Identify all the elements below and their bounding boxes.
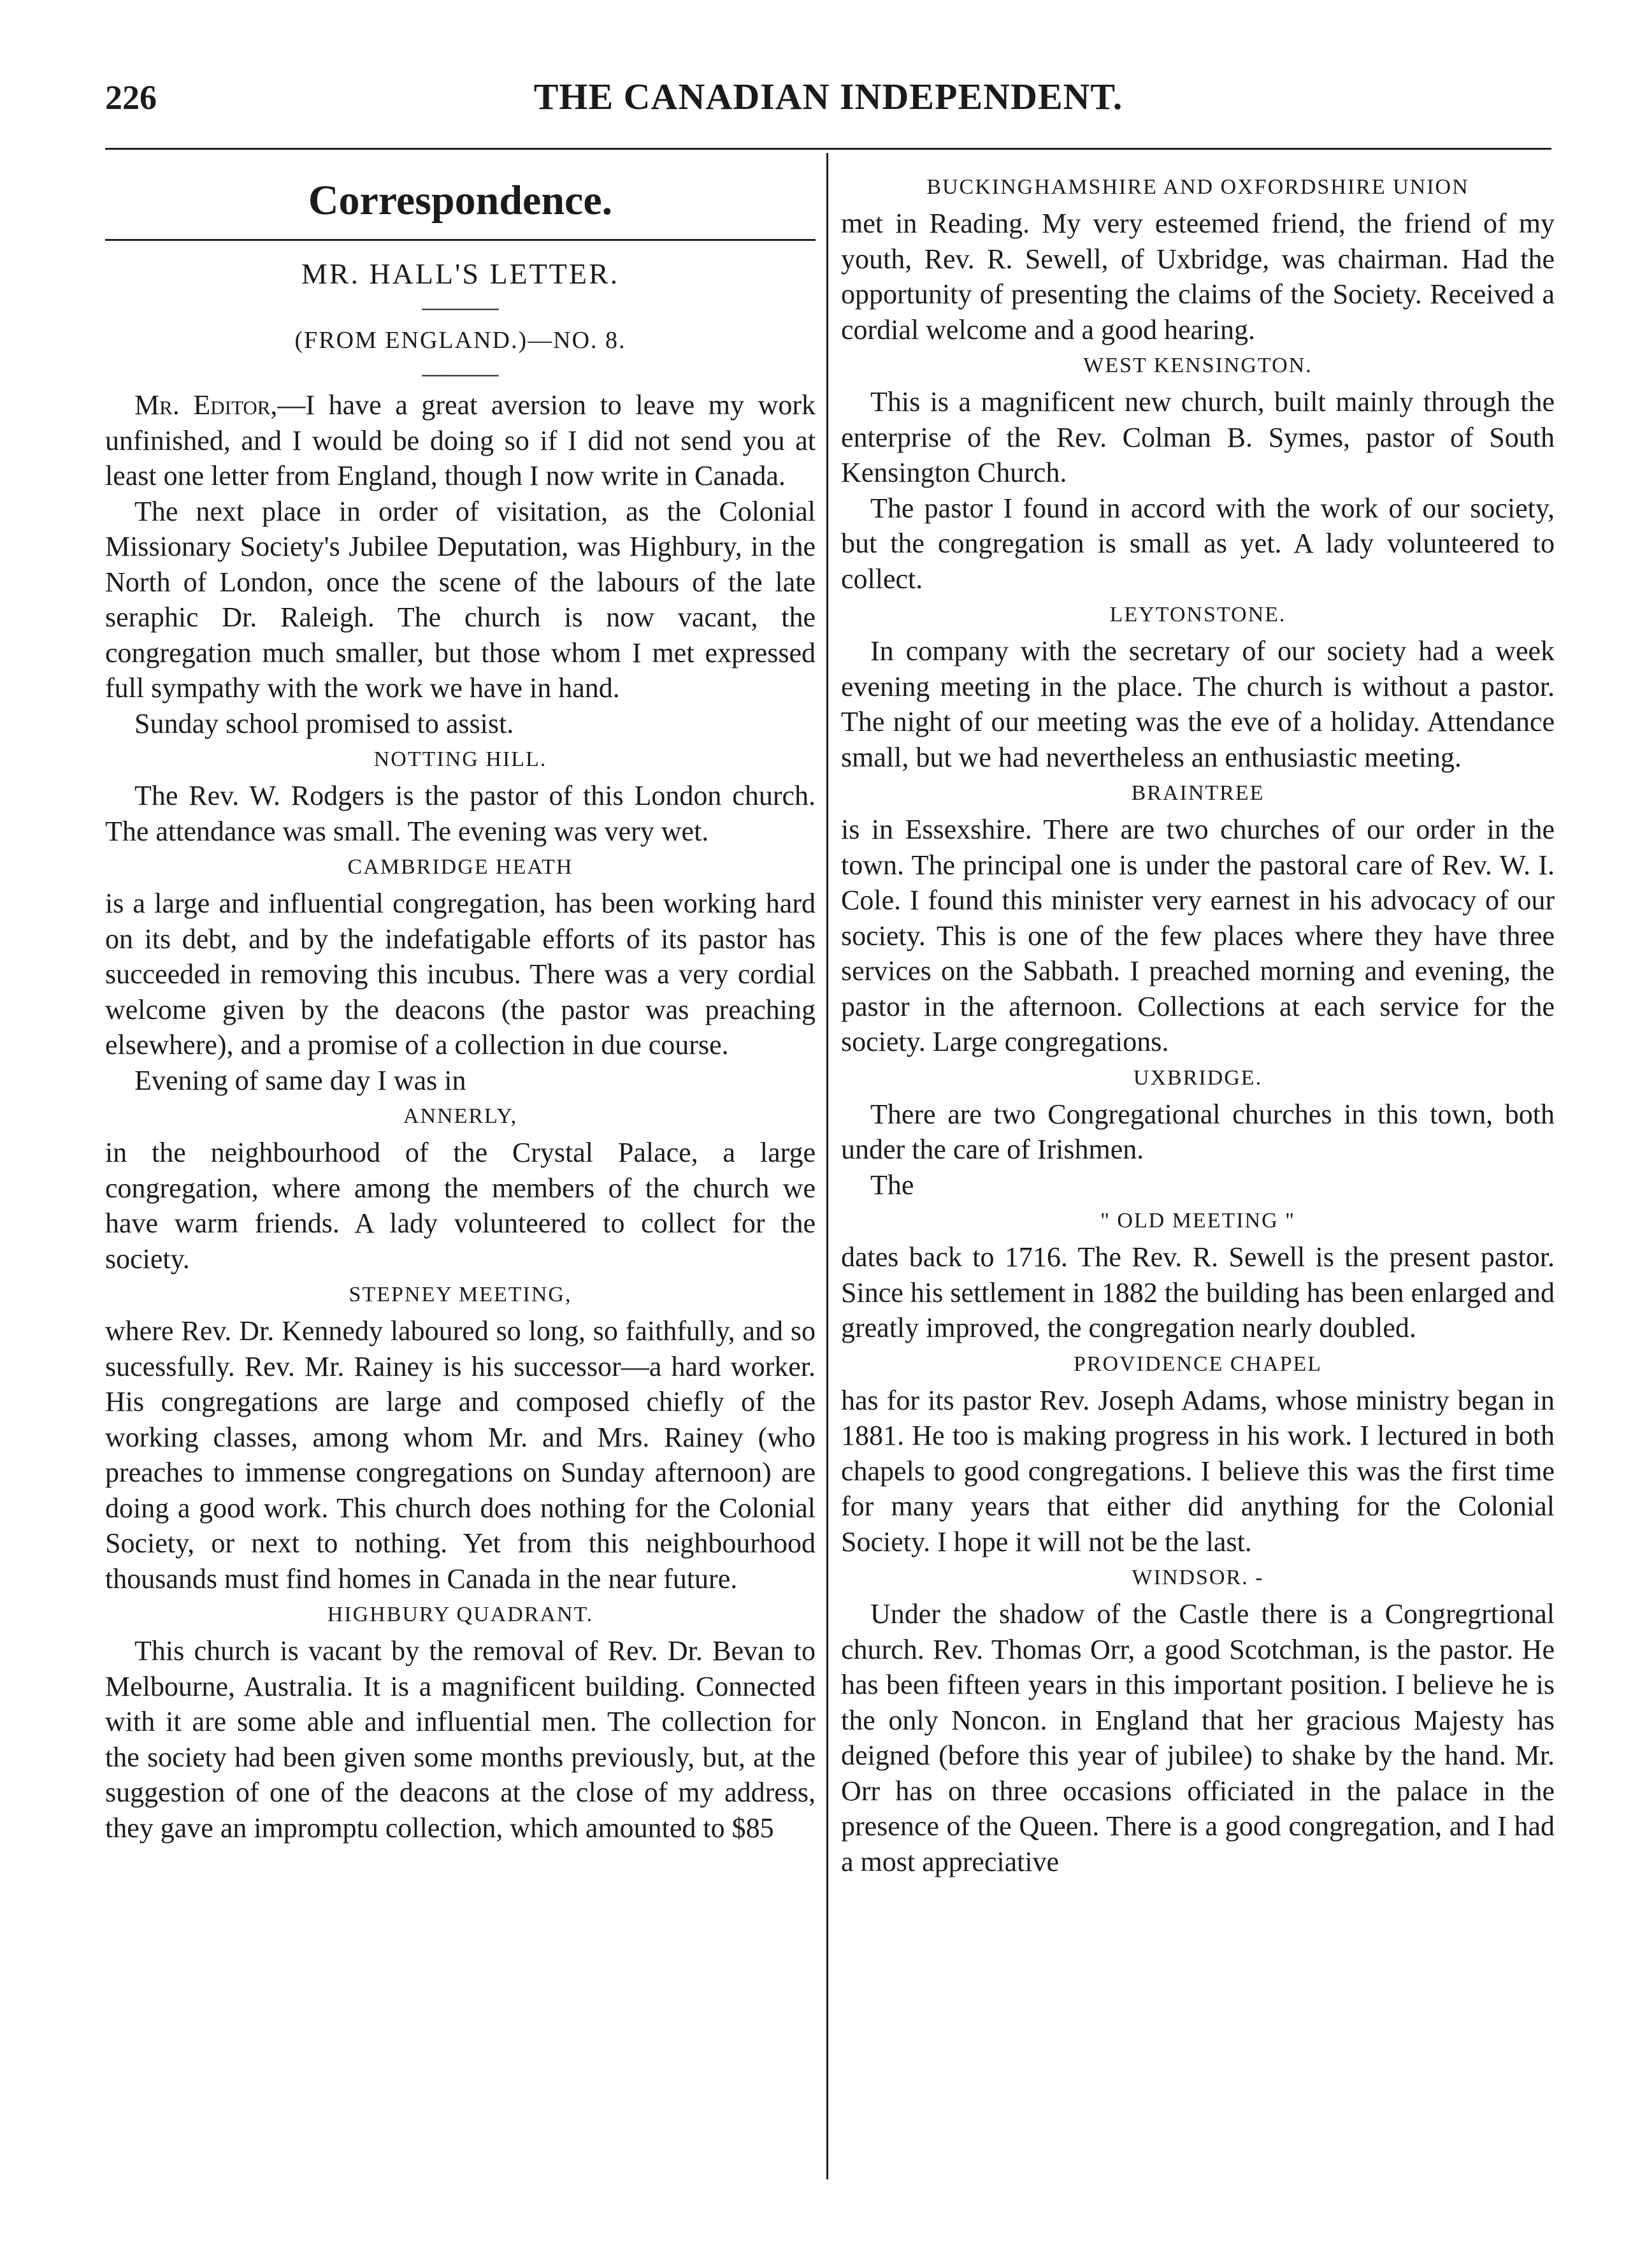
stepney-heading: STEPNEY MEETING, <box>349 1283 572 1306</box>
the-word: The <box>870 1169 914 1201</box>
leytonstone-heading: LEYTONSTONE. <box>1109 603 1286 626</box>
west-kensington-paragraph-2: The pastor I found in accord with the work of our society, but the congregation is small as yet. A lady volunteered to collect. <box>841 492 1555 595</box>
notting-hill-heading: NOTTING HILL. <box>373 748 547 771</box>
running-head <box>105 70 1551 127</box>
bucks-oxford-paragraph: met in Reading. My very esteemed friend, the friend of my youth, Rev. R. Sewell, of Uxbridge, was chairman. Had the opportunity of presenting the claims of the Society. Received a cordial welcome and a good hearing. <box>841 208 1555 345</box>
salutation: Mr. Editor, <box>134 389 278 421</box>
section-rule <box>105 239 816 241</box>
section-heading: Correspondence. <box>308 177 613 224</box>
uxbridge-heading: UXBRIDGE. <box>1133 1065 1263 1090</box>
uxbridge-paragraph: There are two Congregational churches in this town, both under the care of Irishmen. <box>841 1098 1555 1165</box>
windsor-heading: WINDSOR. - <box>1132 1566 1264 1589</box>
old-meeting-paragraph: dates back to 1716. The Rev. R. Sewell is the present pastor. Since his settlement in 1882 the building has been enlarged and greatly improved, the congregation nearly doubled. <box>841 1241 1555 1343</box>
column-divider <box>826 153 828 2179</box>
left-column <box>105 169 816 1845</box>
stepney-paragraph: where Rev. Dr. Kennedy laboured so long, so faithfully, and so sucessfully. Rev. Mr. Rainey is his successor—a hard worker. His congregations are large and composed chiefly of the working classes, among whom Mr. and Mrs. Rainey (who preaches to immense congregations on Sunday afternoon) are doing a good work. This church does nothing for the Colonial Society, or next to nothing. Yet from this neighbourhood thousands must find homes in Canada in the near future. <box>105 1315 816 1594</box>
highbury-paragraph: The next place in order of visitation, as the Colonial Missionary Society's Jubilee Deputation, was Highbury, in the North of London, once the scene of the labours of the late seraphic Dr. Raleigh. The church is now vacant, the congregation much smaller, but those whom I met expressed full sympathy with the work we have in hand. <box>105 495 816 704</box>
dash-rule: ——— <box>422 293 499 321</box>
journal-title: THE CANADIAN INDEPENDENT. <box>533 76 1123 117</box>
providence-chapel-paragraph: has for its pastor Rev. Joseph Adams, whose ministry began in 1881. He too is making progress in his work. I lectured in both chapels to good congregations. I believe this was the first time for many years that either did anything for the Colonial Society. I hope it will not be the last. <box>841 1384 1555 1557</box>
highbury-quadrant-paragraph: This church is vacant by the removal of Rev. Dr. Bevan to Melbourne, Australia. It is a magnificent building. Connected with it are some able and influential men. The collection for the society had been given some months previously, but, at the suggestion of one of the deacons at the close of my address, they gave an impromptu collection, which amounted to $85 <box>105 1635 816 1844</box>
header-rule <box>105 148 1551 150</box>
highbury-quadrant-heading: HIGHBURY QUADRANT. <box>327 1603 594 1626</box>
sunday-school-line: Sunday school promised to assist. <box>134 707 514 739</box>
intro-paragraph <box>105 387 816 494</box>
leytonstone-paragraph: In company with the secretary of our society had a week evening meeting in the place. The church is without a pastor. The night of our meeting was the eve of a holiday. Attendance small, but we had nevertheless an enthusiastic meeting. <box>841 635 1555 773</box>
providence-chapel-heading: PROVIDENCE CHAPEL <box>1073 1352 1323 1376</box>
letter-subtitle: (FROM ENGLAND.)—NO. 8. <box>294 327 626 354</box>
notting-hill-paragraph: The Rev. W. Rodgers is the pastor of this London church. The attendance was small. The evening was very wet. <box>105 780 816 847</box>
cambridge-heath-heading: CAMBRIDGE HEATH <box>347 855 573 879</box>
intro-text: —I have a great aversion to leave my work unfinished, and I would be doing so if I did not send you at least one letter from England, though I now write in Canada. <box>105 389 816 491</box>
right-column <box>841 169 1555 1879</box>
letter-title: MR. HALL'S LETTER. <box>301 257 620 290</box>
annerly-paragraph: in the neighbourhood of the Crystal Palace, a large congregation, where among the members of the church we have warm friends. A lady volunteered to collect for the society. <box>105 1137 816 1275</box>
evening-line: Evening of same day I was in <box>134 1064 466 1096</box>
braintree-heading: BRAINTREE <box>1131 781 1265 805</box>
west-kensington-paragraph: This is a magnificent new church, built mainly through the enterprise of the Rev. Colman B. Symes, pastor of South Kensington Church. <box>841 386 1555 488</box>
cambridge-heath-paragraph: is a large and influential congregation, has been working hard on its debt, and by the indefatigable efforts of its pastor has succeeded in removing this incubus. There was a very cordial welcome given by the deacons (the pastor was preaching elsewhere), and a promise of a collection in due course. <box>105 888 816 1060</box>
annerly-heading: ANNERLY, <box>403 1104 518 1128</box>
braintree-paragraph: is in Essexshire. There are two churches of our order in the town. The principal one is under the pastoral care of Rev. W. I. Cole. I found this minister very earnest in his advocacy of our society. This is one of the few places where they have three services on the Sabbath. I preached morning and evening, the pastor in the afternoon. Collections at each service for the society. Large congregations. <box>841 814 1555 1057</box>
windsor-paragraph: Under the shadow of the Castle there is a Congregrtional church. Rev. Thomas Orr, a good Scotchman, is the pastor. He has been fifteen years in this important position. I believe he is the only Noncon. in England that her gracious Majesty has deigned (before this year of jubilee) to shake by the hand. Mr. Orr has on three occasions officiated in the palace in the presence of the Queen. There is a good congregation, and I had a most appreciative <box>841 1598 1555 1877</box>
dash-rule: ——— <box>422 359 499 387</box>
bucks-oxford-heading: BUCKINGHAMSHIRE AND OXFORDSHIRE UNION <box>926 175 1469 199</box>
west-kensington-heading: WEST KENSINGTON. <box>1083 354 1313 377</box>
old-meeting-heading: " OLD MEETING " <box>1100 1209 1296 1232</box>
page-number: 226 <box>105 78 157 117</box>
